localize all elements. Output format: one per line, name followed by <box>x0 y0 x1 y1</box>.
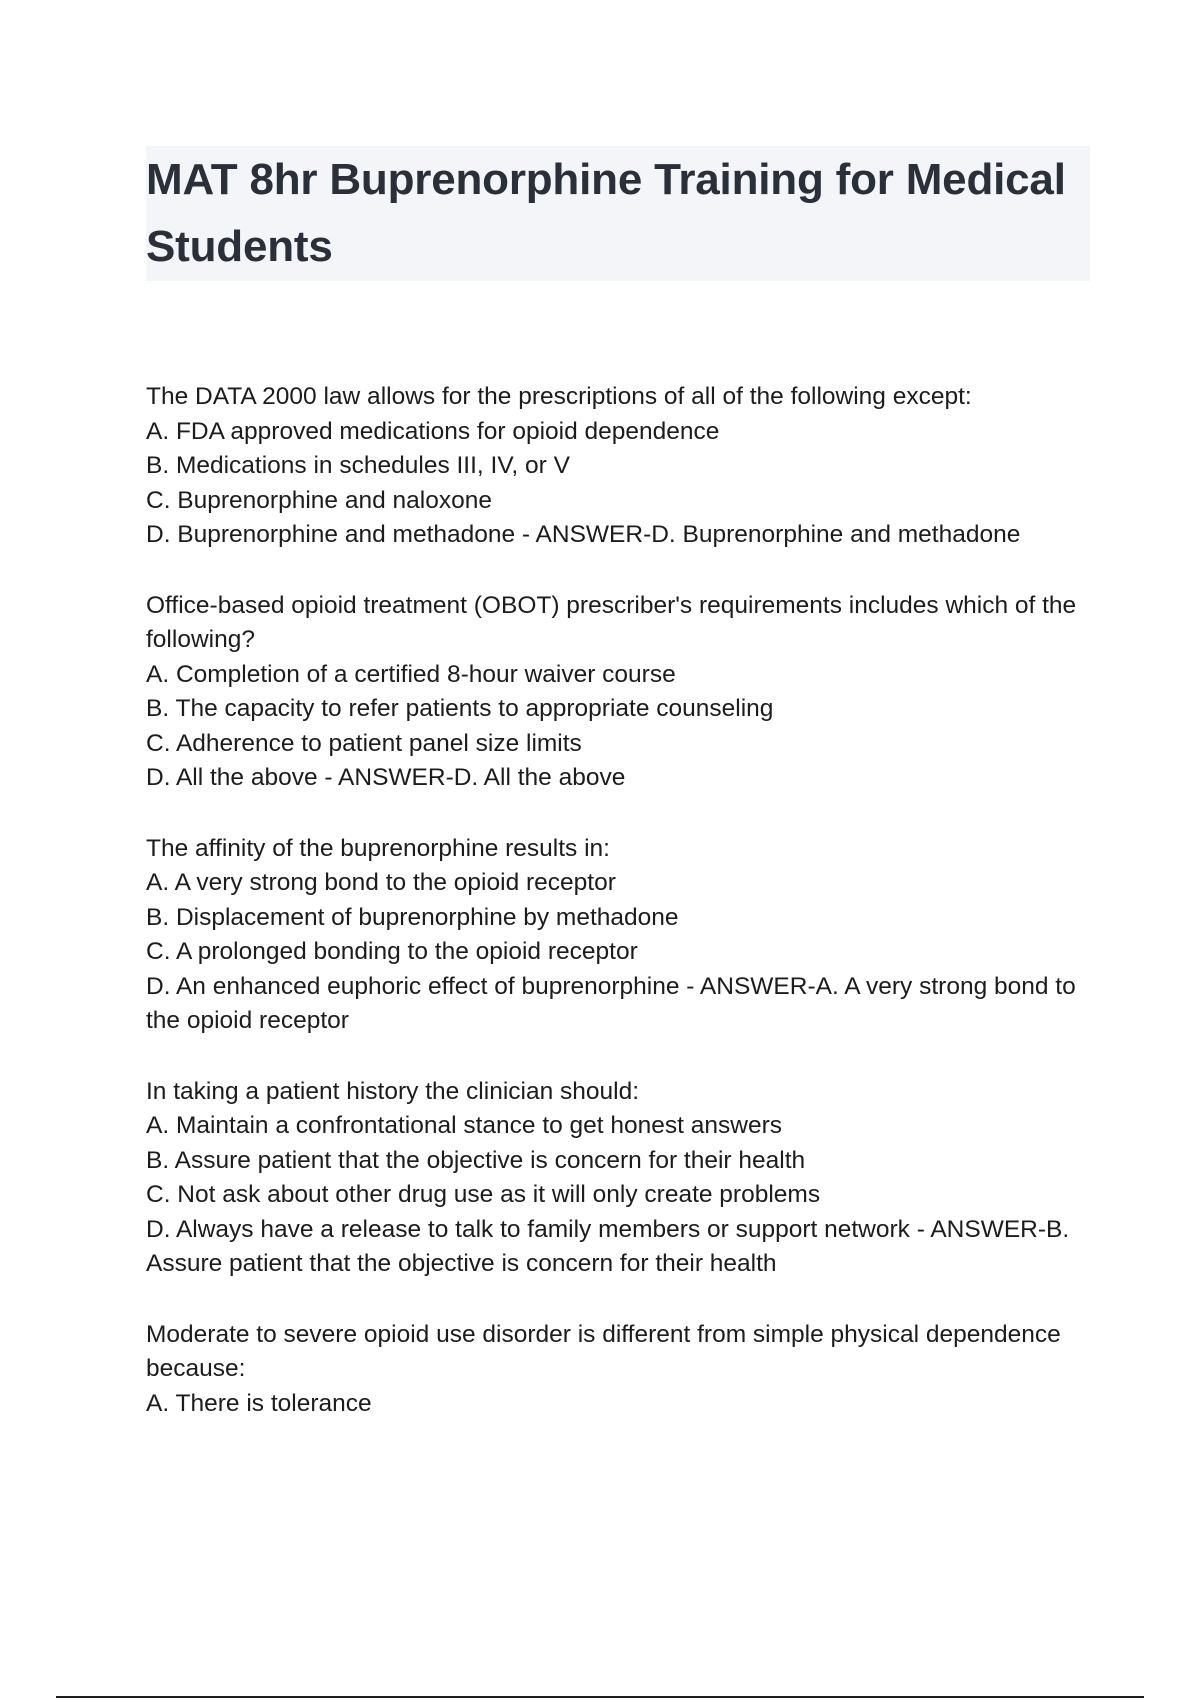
question-text: The DATA 2000 law allows for the prescriptions of all of the following except: <box>146 383 972 410</box>
answer-option: C. A prolonged bonding to the opioid receptor <box>146 938 638 965</box>
question-block-3 <box>146 832 1096 1039</box>
answer-option: C. Buprenorphine and naloxone <box>146 486 492 514</box>
question-block-1 <box>146 380 1096 553</box>
answer-option: A. A very strong bond to the opioid receptor <box>146 869 616 896</box>
answer-option: A. Maintain a confrontational stance to get honest answers <box>146 1112 783 1139</box>
question-list <box>146 380 1096 1457</box>
question-block-2 <box>146 589 1096 796</box>
answer-option-with-key: D. Always have a release to talk to family members or support network - ANSWER-B. Assure patient that the objective is concern for their health <box>146 1215 1070 1277</box>
answer-option: C. Not ask about other drug use as it will only create problems <box>146 1181 821 1208</box>
question-text: Office-based opioid treatment (OBOT) prescriber's requirements includes which of the following? <box>146 591 1077 653</box>
answer-option: A. Completion of a certified 8-hour waiver course <box>146 660 676 688</box>
page-bottom-divider <box>56 1696 1144 1698</box>
answer-option: A. FDA approved medications for opioid dependence <box>146 417 720 445</box>
question-text: Moderate to severe opioid use disorder is different from simple physical dependence because: <box>146 1320 1061 1382</box>
page-title: MAT 8hr Buprenorphine Training for Medical Students <box>146 155 1066 271</box>
answer-option: B. Assure patient that the objective is concern for their health <box>146 1146 806 1174</box>
question-block-5 <box>146 1318 1096 1422</box>
answer-option: B. Medications in schedules III, IV, or V <box>146 452 570 479</box>
question-block-4 <box>146 1075 1096 1282</box>
question-text: In taking a patient history the clinician should: <box>146 1077 640 1105</box>
answer-option: B. Displacement of buprenorphine by methadone <box>146 903 679 931</box>
answer-option-with-key: D. All the above - ANSWER-D. All the above <box>146 764 626 791</box>
answer-option: C. Adherence to patient panel size limits <box>146 729 582 757</box>
title-banner <box>146 146 1090 281</box>
answer-option-with-key: D. Buprenorphine and methadone - ANSWER-D. Buprenorphine and methadone <box>146 521 1021 548</box>
answer-option: A. There is tolerance <box>146 1389 372 1417</box>
question-text: The affinity of the buprenorphine results in: <box>146 834 610 862</box>
answer-option: B. The capacity to refer patients to appropriate counseling <box>146 695 774 722</box>
answer-option-with-key: D. An enhanced euphoric effect of buprenorphine - ANSWER-A. A very strong bond to the opioid receptor <box>146 972 1076 1034</box>
